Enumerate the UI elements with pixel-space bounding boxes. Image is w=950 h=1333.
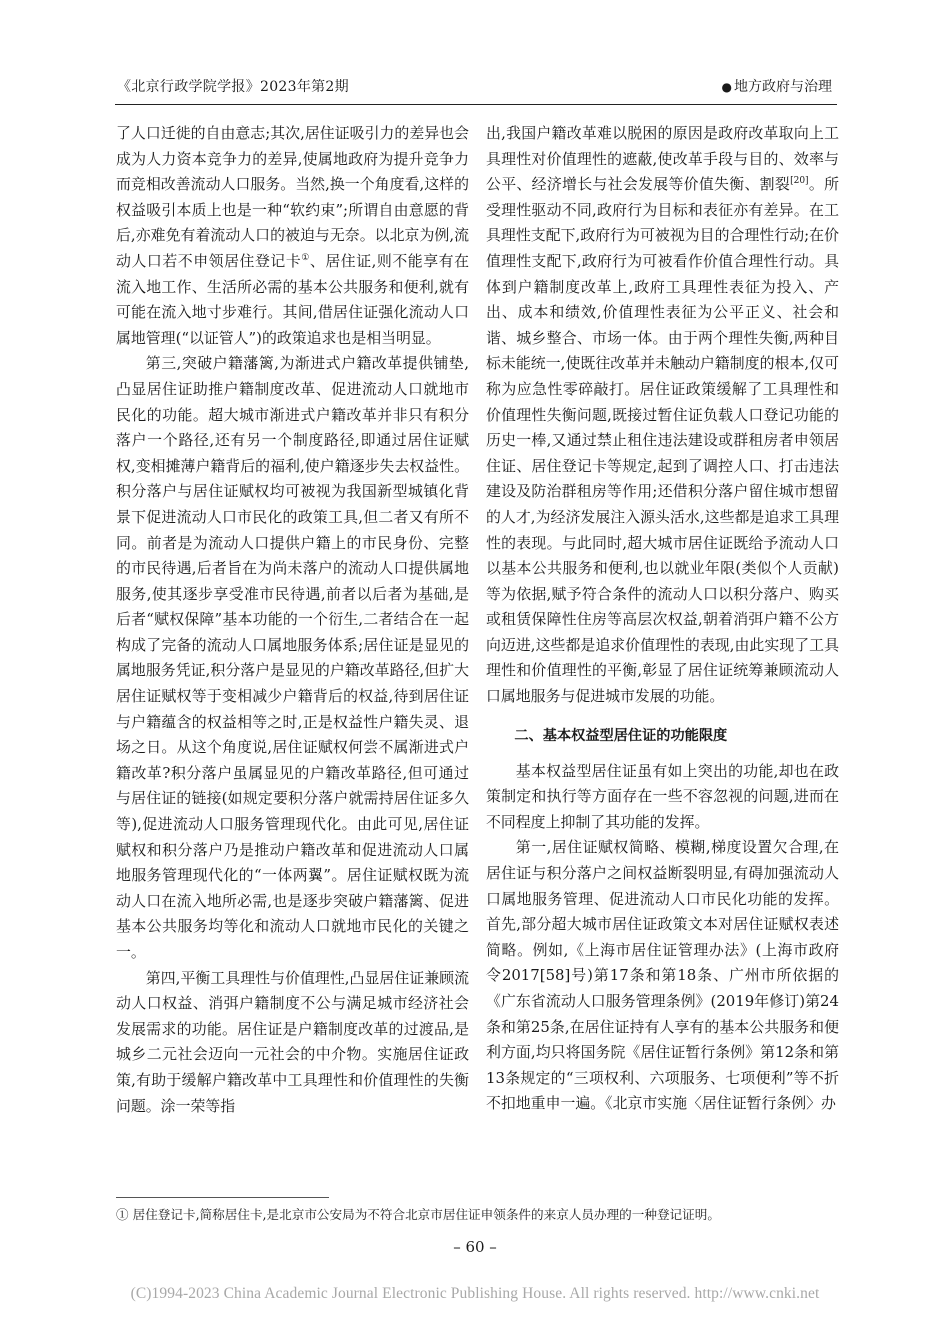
- journal-title: 《北京行政学院学报》2023年第2期: [117, 79, 349, 95]
- bullet-icon: ●: [721, 80, 732, 94]
- right-paragraph-1: [486, 121, 839, 710]
- left-paragraph-1-tail: 、居住证,则不能享有在流入地工作、生活所必需的基本公共服务和便利,就有可能在流入地寸步难行。其间,借居住证强化流动人口属地管理(“以证管人”)的政策追求也是相当明显。: [116, 251, 469, 347]
- right-column: [486, 121, 839, 1117]
- footnote-divider: [116, 1197, 329, 1198]
- citation-marker[interactable]: [20]: [790, 176, 809, 187]
- footnote-marker[interactable]: ①: [301, 253, 310, 263]
- left-paragraph-3: 第四,平衡工具理性与价值理性,凸显居住证兼顾流动人口权益、消弭户籍制度不公与满足城市经济社会发展需求的功能。居住证是户籍制度改革的过渡品,是城乡二元社会迈向一元社会的中介物。实施居住证政策,有助于缓解户籍改革中工具理性和价值理性的失衡问题。涂一荣等指: [116, 968, 469, 1115]
- section-label-text: 地方政府与治理: [734, 79, 832, 95]
- right-paragraph-3: 第一,居住证赋权简略、模糊,梯度设置欠合理,在居住证与积分落户之间权益断裂明显,有碍加强流动人口属地服务管理、促进流动人口市民化功能的发挥。首先,部分超大城市居住证政策文本对居住证赋权表述简略。例如,《上海市居住证管理办法》(上海市政府令2017[58]号)第17条和第18条、广州市所依据的《广东省流动人口服务管理条例》(2019年修订)第24条和第25条,在居住证持有人享有的基本公共服务和便利方面,均只将国务院《居住证暂行条例》第12条和第13条规定的“三项权利、六项服务、七项便利”等不折不扣地重申一遍。《北京市实施〈居住证暂行条例〉办: [486, 838, 839, 1113]
- left-paragraph-1: [116, 121, 469, 351]
- left-paragraph-1-text: 了人口迁徙的自由意志;其次,居住证吸引力的差异也会成为人力资本竞争力的差异,使属地政府为提升竞争力而竞相改善流动人口服务。当然,换一个角度看,这样的权益吸引本质上也是一种“软约束”;所谓自由意愿的背后,亦难免有着流动人口的被迫与无奈。以北京为例,流动人口若不申领居住登记卡: [116, 124, 469, 270]
- header-divider: [115, 104, 837, 105]
- footnote: ① 居住登记卡,简称居住卡,是北京市公安局为不符合北京市居住证申领条件的来京人员办理的一种登记证明。: [116, 1207, 720, 1222]
- section-label: [722, 76, 832, 96]
- copyright-notice: (C)1994-2023 China Academic Journal Electronic Publishing House. All rights reserved. http://www.cnki.net: [130, 1285, 820, 1302]
- left-paragraph-2: 第三,突破户籍藩篱,为渐进式户籍改革提供铺垫,凸显居住证助推户籍制度改革、促进流动人口就地市民化的功能。超大城市渐进式户籍改革并非只有积分落户一个路径,还有另一个制度路径,即通过居住证赋权,变相摊薄户籍背后的福利,使户籍逐步失去权益性。积分落户与居住证赋权均可被视为我国新型城镇化背景下促进流动人口市民化的政策工具,但二者又有所不同。前者是为流动人口提供户籍上的市民身份、完整的市民待遇,后者旨在为尚未落户的流动人口提供属地服务,使其逐步享受准市民待遇,前者以后者为基础,是后者“赋权保障”基本功能的一个衍生,二者结合在一起构成了完备的流动人口属地服务体系;居住证是显见的属地服务凭证,积分落户是显见的户籍改革路径,但扩大居住证赋权等于变相减少户籍背后的权益,待到居住证与户籍蕴含的权益相等之时,正是权益性户籍失灵、退场之日。从这个角度说,居住证赋权何尝不属渐进式户籍改革?积分落户虽属显见的户籍改革路径,但可通过与居住证的链接(如规定要积分落户就需持居住证多久等),促进流动人口服务管理现代化。由此可见,居住证赋权和积分落户乃是推动户籍改革和促进流动人口属地服务管理现代化的“一体两翼”。居住证赋权既为流动人口在流入地所必需,也是逐步突破户籍藩篱、促进基本公共服务均等化和流动人口就地市民化的关键之一。: [116, 354, 469, 961]
- page-number: – 60 –: [453, 1238, 497, 1256]
- left-column: [116, 121, 469, 1119]
- section-heading: 二、基本权益型居住证的功能限度: [514, 727, 728, 744]
- right-paragraph-1-text: 出,我国户籍改革难以脱困的原因是政府改革取向上工具理性对价值理性的遮蔽,使改革手段与目的、效率与公平、经济增长与社会发展等价值失衡、割裂: [486, 124, 839, 194]
- right-paragraph-2: 基本权益型居住证虽有如上突出的功能,却也在政策制定和执行等方面存在一些不容忽视的问题,进而在不同程度上抑制了其功能的发挥。: [486, 761, 839, 831]
- right-paragraph-1-tail: 。所受理性驱动不同,政府行为目标和表征亦有差异。在工具理性支配下,政府行为可被视为目的合理性行动;在价值理性支配下,政府行为可被看作价值合理性行动。具体到户籍制度改革上,政府工具理性表征为投入、产出、成本和绩效,价值理性表征为公平正义、社会和谐、城乡整合、市场一体。由于两个理性失衡,两种目标未能统一,使既往改革并未触动户籍制度的根本,仅可称为应急性零碎敲打。居住证政策缓解了工具理性和价值理性失衡问题,既接过暂住证负载人口登记功能的历史一棒,又通过禁止租住违法建设或群租房者申领居住证、居住登记卡等规定,起到了调控人口、打击违法建设及防治群租房等作用;还借积分落户留住城市想留的人才,为经济发展注入源头活水,这些都是追求工具理性的表现。与此同时,超大城市居住证既给予流动人口以基本公共服务和便利,也以就业年限(类似个人贡献)等为依据,赋予符合条件的流动人口以积分落户、购买或租赁保障性住房等高层次权益,朝着消弭户籍不公方向迈进,这些都是追求价值理性的表现,由此实现了工具理性和价值理性的平衡,彰显了居住证统筹兼顾流动人口属地服务与促进城市发展的功能。: [486, 175, 839, 706]
